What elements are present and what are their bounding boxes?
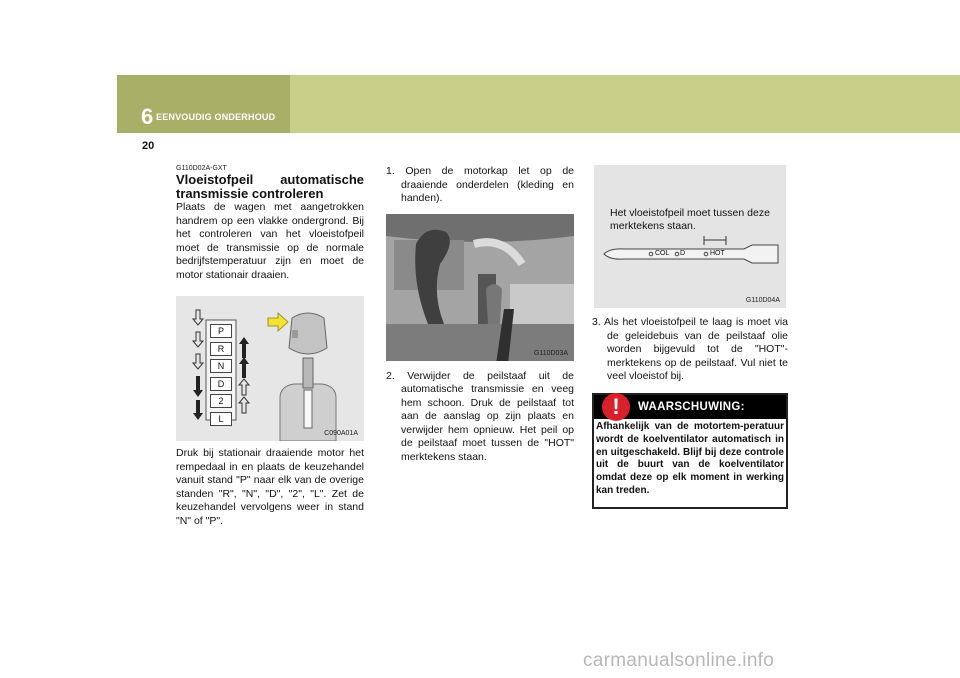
arrow-down-icon xyxy=(193,332,203,347)
column-1 xyxy=(176,165,364,528)
figure-label: C090A01A xyxy=(324,430,358,437)
step-list xyxy=(386,370,574,465)
engine-bay-illustration xyxy=(386,214,574,361)
step-list xyxy=(386,165,574,206)
arrow-down-icon xyxy=(193,376,203,397)
step-3: 3. Als het vloeistofpeil te laag is moet via de geleidebuis van de peilstaaf olie worden bijgevuld tot de "HOT"-merktekens op de peilstaaf. Vul niet te veel vloeistof bij. xyxy=(592,316,788,382)
arrow-up-icon xyxy=(239,397,249,413)
arrow-down-icon xyxy=(193,400,203,420)
gear-position-l: L xyxy=(210,412,232,426)
warning-text: Afhankelijk van de motortem-peratuur wordt de koelventilator automatisch in en uitgeschakeld. Blijf bij deze controle uit de buurt van de koelventilator omdat deze op elk moment in werking kan treden. xyxy=(596,421,784,496)
gear-position-r: R xyxy=(210,342,232,356)
procedure-paragraph: Druk bij stationair draaiende motor het rempedaal in en plaats de keuzehandel vanuit stand "P" naar elk van de overige standen "R", "N", "D", "2", "L". Zet de keuzehandel vervolgens weer in stand "N" of "P". xyxy=(176,447,364,527)
arrow-up-icon xyxy=(239,379,249,395)
step-list xyxy=(592,316,788,384)
intro-paragraph: Plaats de wagen met aangetrokken handrem op een vlakke ondergrond. Bij het controleren van het vloeistofpeil moet de transmissie op de normale bedrijfstemperatuur zijn en moet de motor stationair draaien. xyxy=(176,201,364,281)
gear-selector-figure xyxy=(176,296,364,441)
dipstick-figure xyxy=(594,165,786,308)
arrow-up-icon xyxy=(239,337,249,358)
arrow-down-icon xyxy=(193,310,203,325)
figure-label: G110D04A xyxy=(745,297,780,304)
dipstick-hot-mark: HOT xyxy=(710,250,725,257)
chapter-number: 6 xyxy=(141,104,154,129)
column-2 xyxy=(386,165,574,464)
gear-position-n: N xyxy=(210,359,232,373)
dipstick-illustration xyxy=(594,165,786,308)
watermark: carmanualsonline.info xyxy=(583,650,775,671)
warning-icon: ! xyxy=(602,393,630,421)
section-code: G110D02A-GXT xyxy=(176,165,227,172)
gear-selector-illustration xyxy=(176,296,364,441)
chapter-title: EENVOUDIG ONDERHOUD xyxy=(156,112,276,122)
dipstick-d-mark: D xyxy=(680,250,686,257)
section-heading: Vloeistofpeil automatische transmissie controleren xyxy=(176,172,364,201)
gear-position-d: D xyxy=(210,377,232,391)
warning-title: WAARSCHUWING: xyxy=(638,401,745,413)
arrow-up-icon xyxy=(239,357,249,378)
figure-label: G110D03A xyxy=(533,349,568,357)
step-2: 2. Verwijder de peilstaaf uit de automatische transmissie en veeg hem schoon. Druk de peilstaaf tot aan de aanslag op zijn plaats en verwijder hem opnieuw. Het peil op de peilstaaf moet tussen de "HOT" merktekens staan. xyxy=(386,369,574,463)
gear-position-p: P xyxy=(210,324,232,338)
dipstick-caption: Het vloeistofpeil moet tussen deze merktekens staan. xyxy=(610,207,770,232)
engine-bay-photo xyxy=(386,214,574,361)
gear-position-2: 2 xyxy=(210,394,232,408)
page-number: 20 xyxy=(142,140,155,152)
dipstick-col-mark: COL xyxy=(655,250,670,257)
column-3 xyxy=(592,165,788,384)
arrow-down-icon xyxy=(193,354,203,369)
gear-gate xyxy=(210,324,232,429)
indicator-arrow-icon xyxy=(268,313,288,331)
step-1: 1. Open de motorkap let op de draaiende onderdelen (kleding en handen). xyxy=(386,165,574,204)
